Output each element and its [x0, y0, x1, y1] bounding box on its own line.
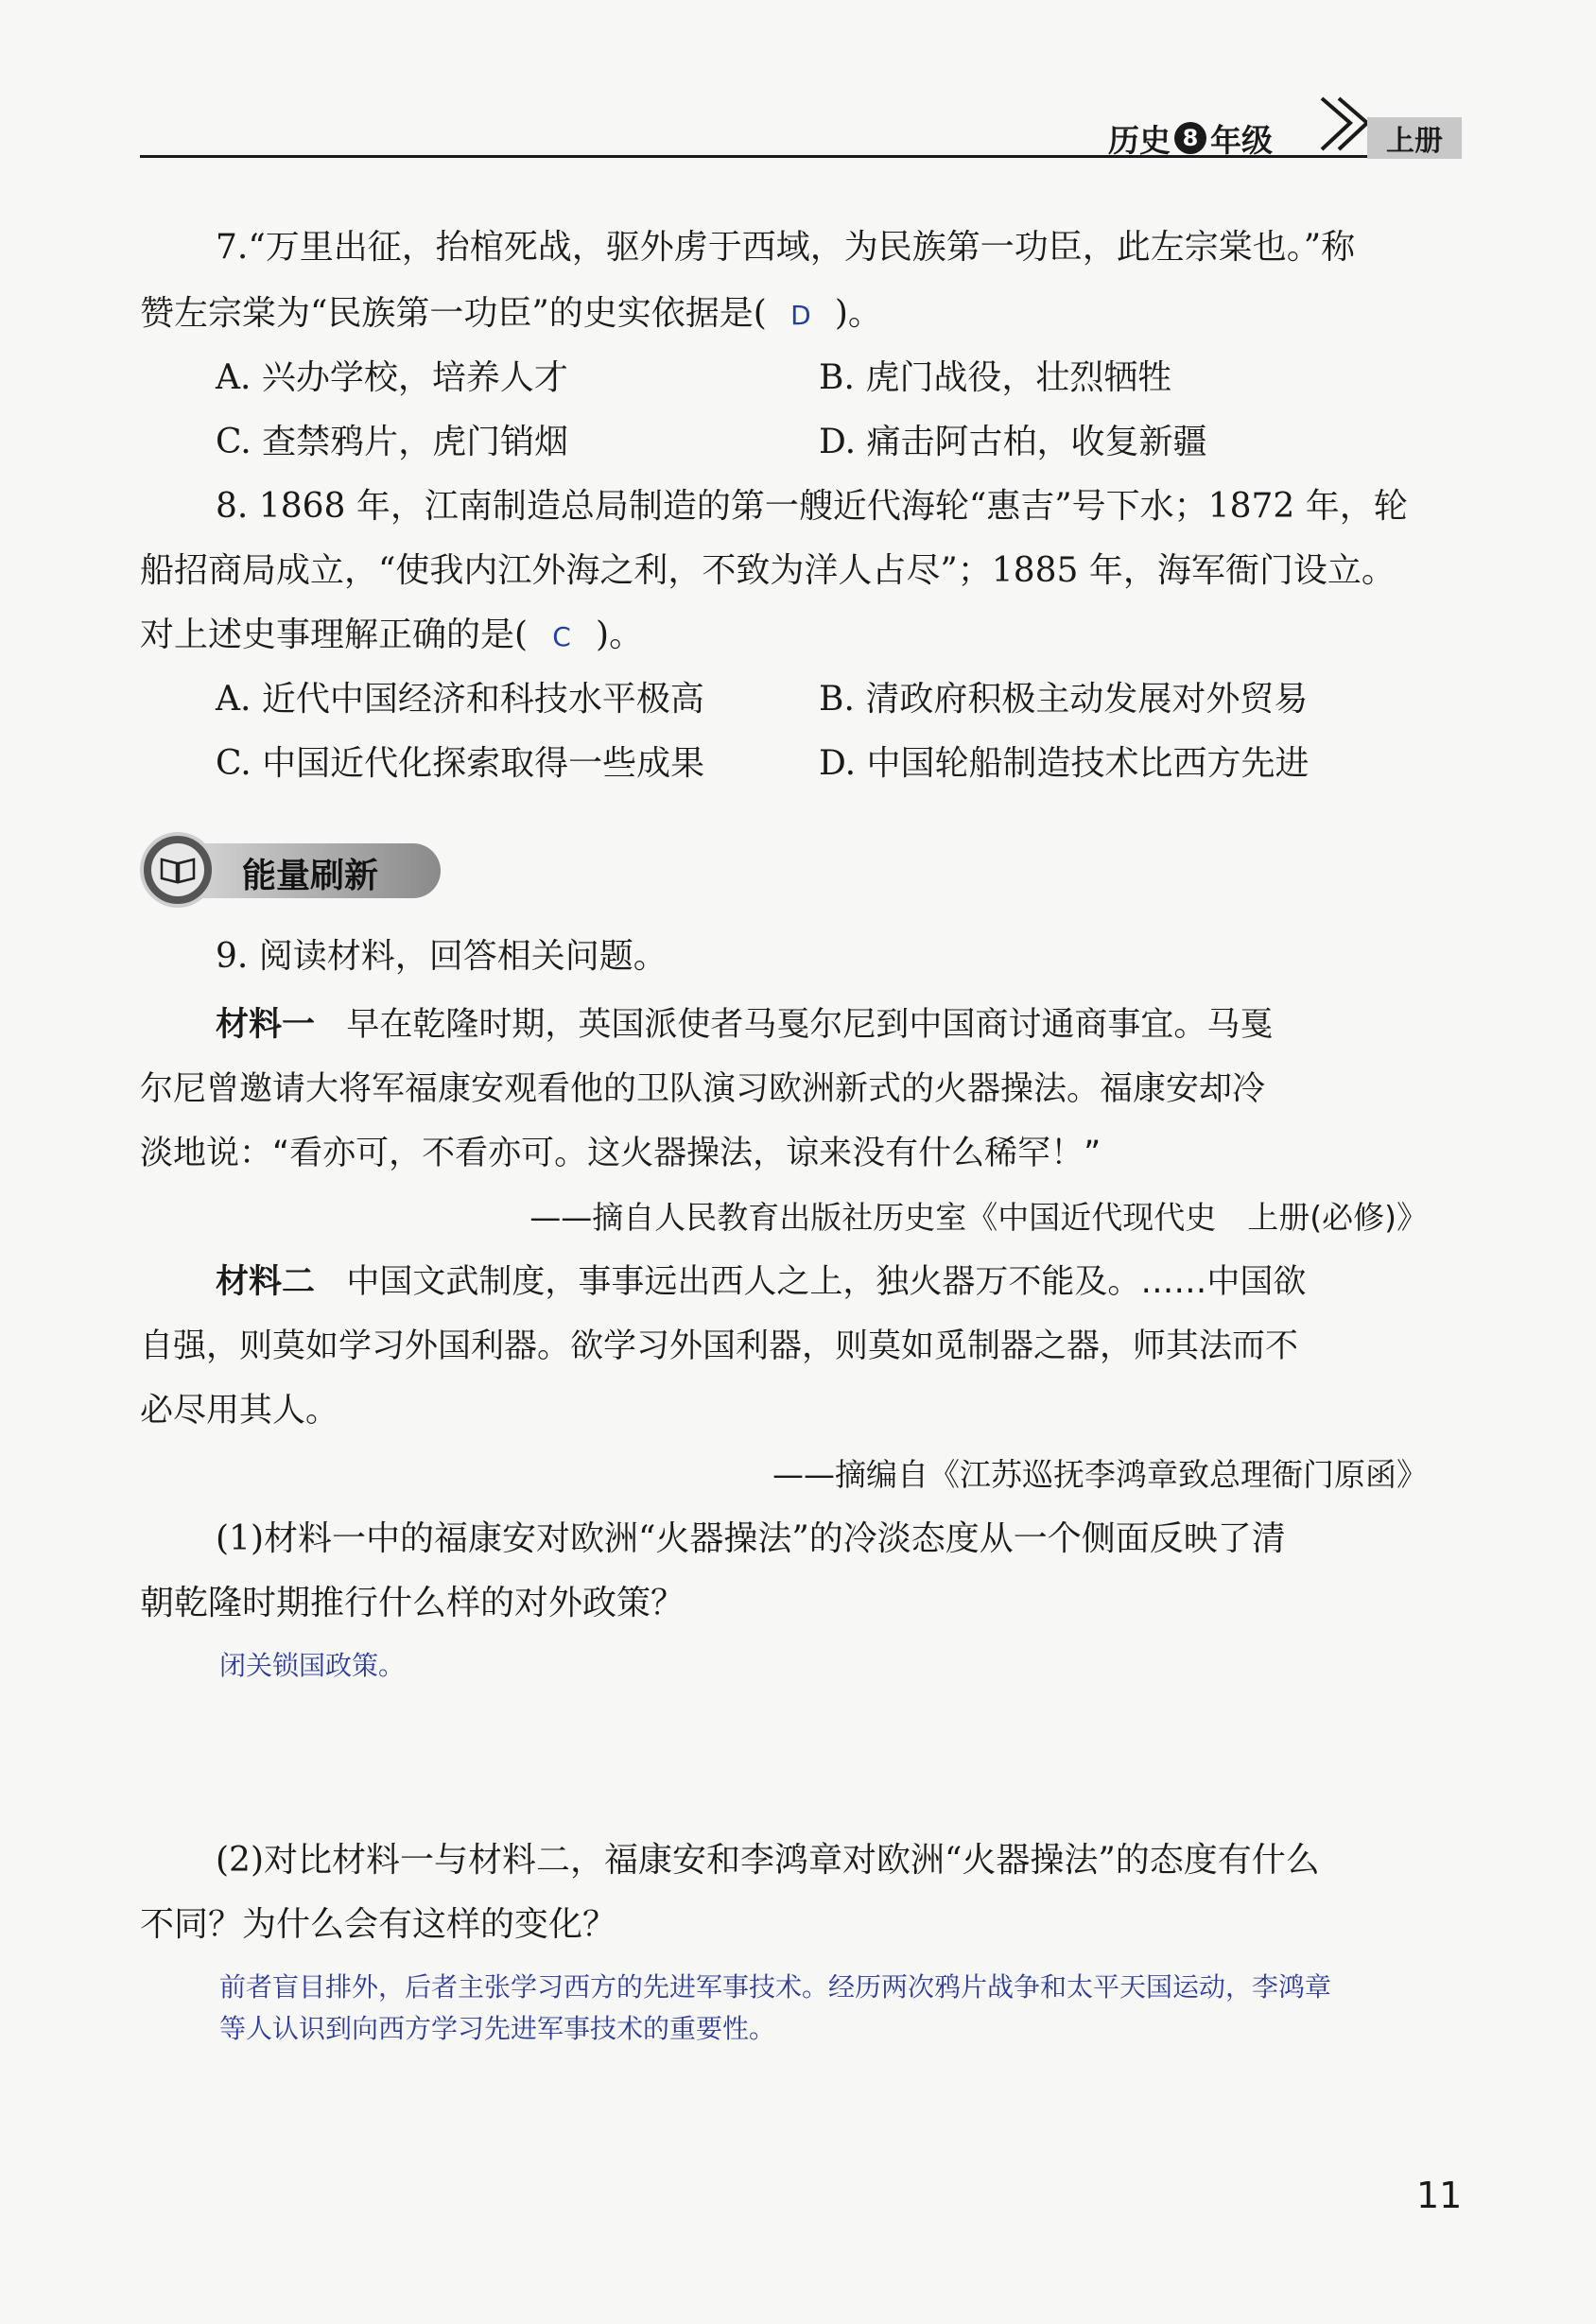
q7-stem-prefix: 赞左宗棠为“民族第一功臣”的史实依据是(: [140, 294, 767, 333]
material2-source: ——摘编自《江苏巡抚李鸿章致总理衙门原函》: [772, 1456, 1428, 1493]
material2-line3: 必尽用其人。: [140, 1392, 339, 1430]
material2-text1: 中国文武制度，事事远出西人之上，独火器万不能及。……中国欲: [346, 1263, 1307, 1301]
material1-line2: 尔尼曾邀请大将军福康安观看他的卫队演习欧洲新式的火器操法。福康安却冷: [140, 1070, 1266, 1108]
material2-label: 材料二: [216, 1263, 316, 1301]
q9-sub1-line2: 朝乾隆时期推行什么样的对外政策？: [140, 1584, 685, 1622]
q8-stem-suffix: )。: [596, 616, 644, 654]
section-banner: [140, 832, 441, 908]
material1-label: 材料一: [216, 1006, 316, 1044]
material1-line1: [216, 1002, 1273, 1048]
header-subject: 历史: [1108, 121, 1171, 159]
header-title: [1108, 117, 1273, 159]
material1-source: ——摘自人民教育出版社历史室《中国近代现代史 上册(必修)》: [529, 1199, 1428, 1236]
material2-line2: 自强，则莫如学习外国利器。欲学习外国利器，则莫如觅制器之器，师其法而不: [140, 1327, 1299, 1365]
q8-stem-line1: 8. 1868 年，江南制造总局制造的第一艘近代海轮“惠吉”号下水；1872 年，轮: [216, 487, 1408, 526]
header-grade: 年级: [1210, 121, 1273, 159]
material1-line3: 淡地说：“看亦可，不看亦可。这火器操法，谅来没有什么稀罕！”: [140, 1135, 1102, 1172]
section-title: 能量刷新: [242, 857, 379, 895]
q7-option-d: D. 痛击阿古柏，收复新疆: [819, 423, 1207, 461]
q7-option-b: B. 虎门战役，壮烈牺牲: [819, 358, 1172, 397]
banner-circle: [140, 832, 216, 908]
q8-stem-prefix: 对上述史事理解正确的是(: [140, 616, 529, 654]
q7-stem-line2: [140, 291, 882, 338]
q9-intro: 9. 阅读材料，回答相关问题。: [216, 937, 668, 976]
q7-stem-suffix: )。: [834, 294, 882, 333]
q8-option-b: B. 清政府积极主动发展对外贸易: [819, 680, 1309, 719]
book-icon: [160, 856, 196, 884]
q7-answer: D: [790, 300, 811, 331]
q9-sub1-line1: (1)材料一中的福康安对欧洲“火器操法”的冷淡态度从一个侧面反映了清: [216, 1519, 1286, 1558]
q8-stem-line3: [140, 613, 643, 660]
q8-option-c: C. 中国近代化探索取得一些成果: [216, 744, 705, 783]
q9-sub2-line2: 不同？为什么会有这样的变化？: [140, 1905, 617, 1944]
q8-option-a: A. 近代中国经济和科技水平极高: [216, 680, 704, 719]
q8-option-d: D. 中国轮船制造技术比西方先进: [819, 744, 1310, 783]
q9-sub2-answer-line2: 等人认识到向西方学习先进军事技术的重要性。: [219, 2013, 776, 2044]
material2-line1: [216, 1259, 1306, 1305]
q8-stem-line2: 船招商局成立，“使我内江外海之利，不致为洋人占尽”；1885 年，海军衙门设立。: [140, 551, 1396, 590]
material1-text1: 早在乾隆时期，英国派使者马戛尔尼到中国商讨通商事宜。马戛: [346, 1006, 1274, 1044]
volume-tab: 上册: [1367, 117, 1462, 159]
grade-number-badge: 8: [1174, 122, 1206, 154]
q7-option-a: A. 兴办学校，培养人才: [216, 358, 568, 397]
q9-sub1-answer: 闭关锁国政策。: [219, 1650, 406, 1681]
q7-option-c: C. 查禁鸦片，虎门销烟: [216, 423, 569, 461]
q8-answer: C: [552, 621, 571, 652]
q9-sub2-line1: (2)对比材料一与材料二，福康安和李鸿章对欧洲“火器操法”的态度有什么: [216, 1841, 1320, 1880]
q7-stem-line1: 7.“万里出征，抬棺死战，驱外虏于西域，为民族第一功臣，此左宗棠也。”称: [216, 228, 1356, 267]
page-number: 11: [1416, 2175, 1463, 2216]
q9-sub2-answer-line1: 前者盲目排外，后者主张学习西方的先进军事技术。经历两次鸦片战争和太平天国运动，李鸿章: [219, 1971, 1332, 2003]
